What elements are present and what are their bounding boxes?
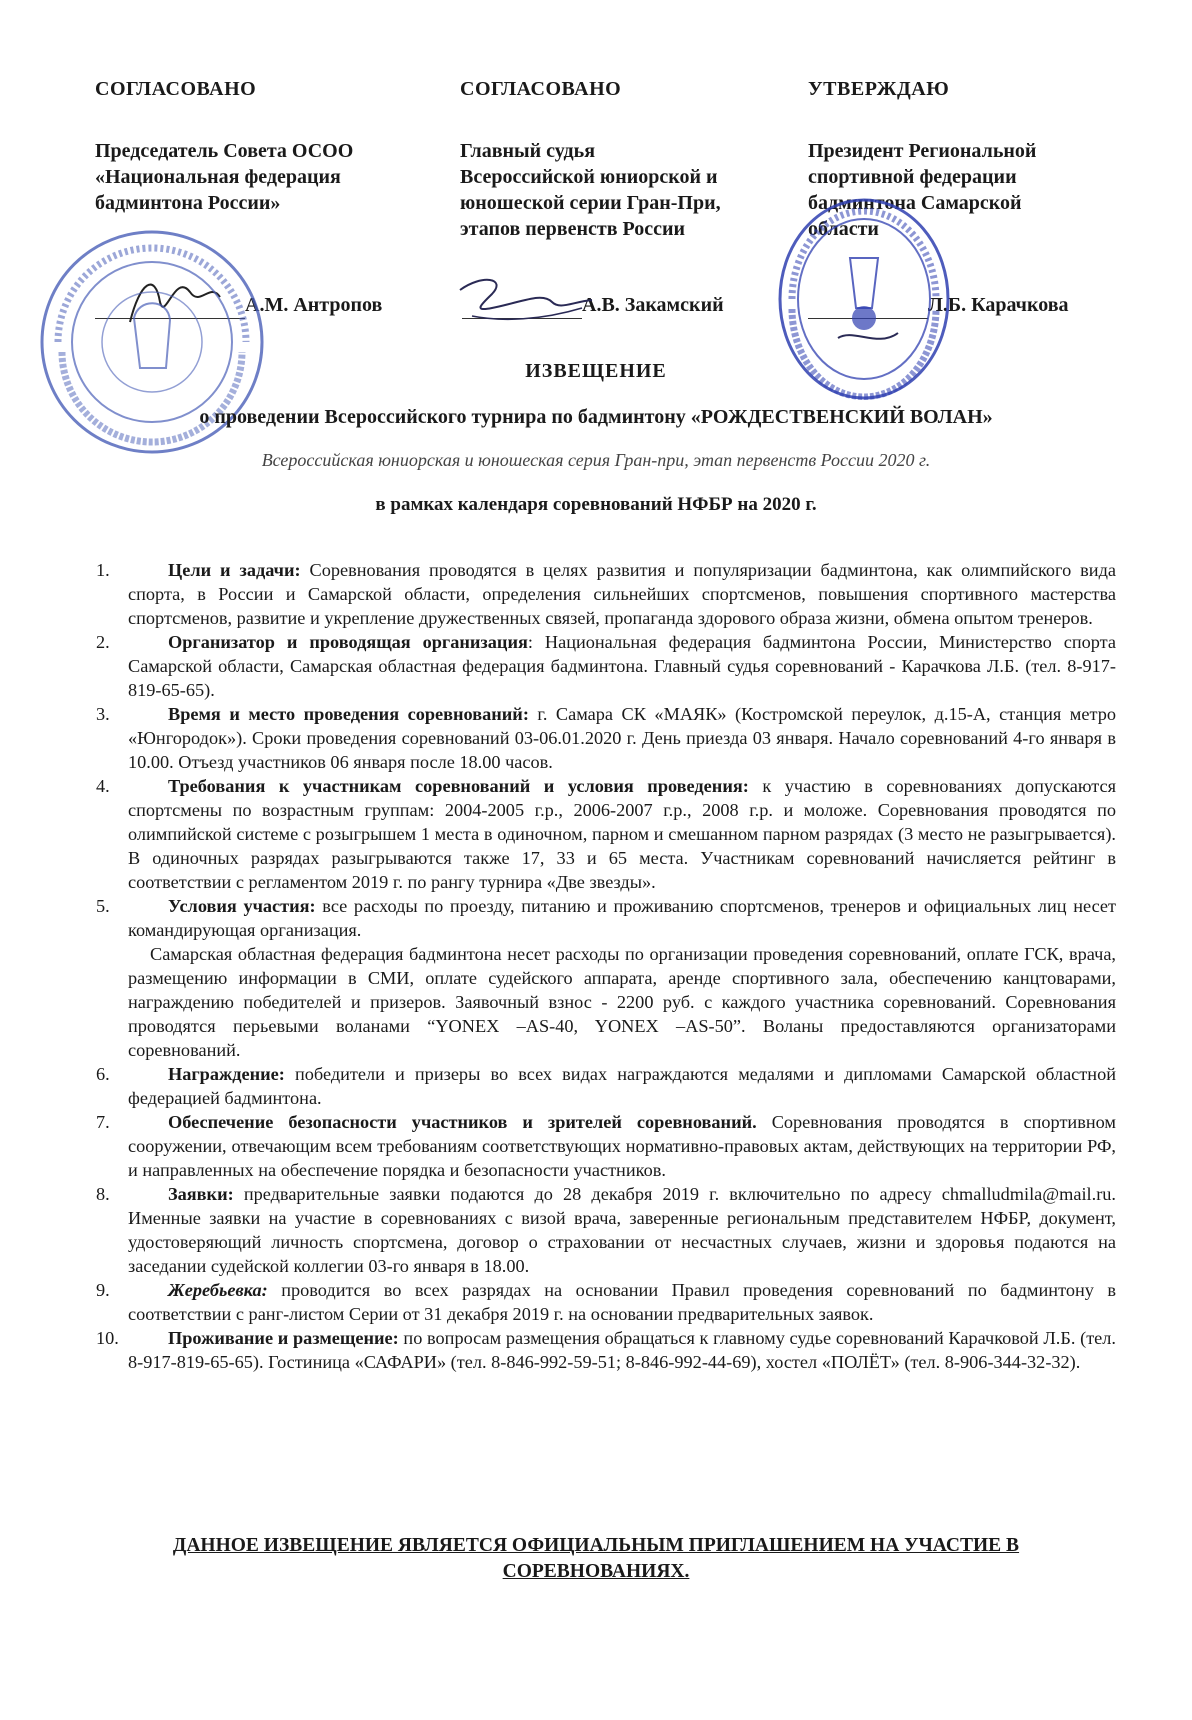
section-item bbox=[96, 702, 1116, 774]
section-subparagraph: Самарская областная федерация бадминтона несет расходы по организации проведения соревнований, оплате ГСК, врача, размещению информации в СМИ, оплате судейского аппарата, аренде спортивного зала, обеспечению канцтоварами, награждению победителей и призеров. Заявочный взнос - 2200 руб. с каждого участника соревнований. Соревнования проводятся перьевыми воланами “YONEX –AS-40, YONEX –AS-50”. Воланы предоставляются организаторами соревнований. bbox=[128, 944, 1116, 1060]
closing-line: ДАННОЕ ИЗВЕЩЕНИЕ ЯВЛЯЕТСЯ ОФИЦИАЛЬНЫМ ПРИГЛАШЕНИЕМ НА УЧАСТИЕ В bbox=[172, 1535, 1020, 1556]
position-line: юношеской серии Гран-При, bbox=[460, 192, 721, 214]
section-label: Время и место проведения соревнований: bbox=[168, 704, 529, 724]
section-number: 4. bbox=[96, 776, 110, 796]
calendar-subtitle: в рамках календаря соревнований НФБР на 2020 г. bbox=[375, 494, 817, 515]
section-item bbox=[96, 774, 1116, 894]
approval-block-2 bbox=[460, 76, 800, 242]
position-line: бадминтона Самарской bbox=[808, 192, 1022, 214]
section-text: Соревнования проводятся в спортивном сооружении, отвечающим всем требованиям соответствующих нормативно-правовых актам, действующих на территории РФ, и направленных на обеспечение порядка и безопасности участников. bbox=[128, 1112, 1116, 1180]
position-line: Президент Региональной bbox=[808, 140, 1037, 162]
section-number: 2. bbox=[96, 632, 110, 652]
position-line: области bbox=[808, 218, 879, 240]
approval-heading: УТВЕРЖДАЮ bbox=[808, 78, 950, 100]
closing-line: СОРЕВНОВАНИЯХ. bbox=[502, 1561, 690, 1582]
closing-statement bbox=[0, 1533, 1192, 1585]
section-label: Условия участия: bbox=[168, 896, 316, 916]
section-text: г. Самара СК «МАЯК» (Костромской переулок, д.15-А, станция метро «Юнгородок»). Сроки проведения соревнований 03-06.01.2020 г. День приезда 03 января. Начало соревнований 4-го января в 10.00. Отъезд участников 06 января после 18.00 часов. bbox=[128, 704, 1116, 772]
section-text: проводится во всех разрядах на основании Правил проведения соревнований по бадминтону в соответствии с ранг-листом Серии от 31 декабря 2019 г. на основании предварительных заявок. bbox=[128, 1280, 1116, 1324]
position-line: Главный судья bbox=[460, 140, 596, 162]
section-label: Организатор и проводящая организация bbox=[168, 632, 528, 652]
section-number: 9. bbox=[96, 1280, 110, 1300]
section-item bbox=[96, 1326, 1116, 1374]
section-item bbox=[96, 558, 1116, 630]
section-item bbox=[96, 1182, 1116, 1278]
approval-heading: СОГЛАСОВАНО bbox=[95, 78, 257, 100]
section-text: : Национальная федерация бадминтона России, Министерство спорта Самарской области, Самарская областная федерация бадминтона. Главный судья соревнований - Карачкова Л.Б. (тел. 8-917-819-65-65). bbox=[128, 632, 1116, 700]
section-text: предварительные заявки подаются до 28 декабря 2019 г. включительно по адресу chmalludmila@mail.ru. Именные заявки на участие в соревнованиях с визой врача, заверенные региональным представителем НФБР, документ, удостоверяющий личность спортсмена, договор о страховании от несчастных случаев, жизни и здоровья подаются на заседании судейской коллегии 03-го января в 18.00. bbox=[128, 1184, 1116, 1276]
section-item bbox=[96, 894, 1116, 1062]
section-text: победители и призеры во всех видах награждаются медалями и дипломами Самарской областной федерацией бадминтона. bbox=[128, 1064, 1116, 1108]
section-label: Обеспечение безопасности участников и зрителей соревнований. bbox=[168, 1112, 757, 1132]
position-line: этапов первенств России bbox=[460, 218, 686, 240]
approval-heading: СОГЛАСОВАНО bbox=[460, 78, 622, 100]
section-number: 5. bbox=[96, 896, 110, 916]
position-line: бадминтона России» bbox=[95, 192, 281, 214]
approval-position bbox=[95, 138, 435, 216]
section-item bbox=[96, 1110, 1116, 1182]
section-label: Жеребьевка: bbox=[168, 1280, 268, 1300]
notice-title: ИЗВЕЩЕНИЕ bbox=[525, 360, 667, 382]
section-text: Соревнования проводятся в целях развития и популяризации бадминтона, как олимпийского вида спорта, в России и Самарской области, определения сильнейших спортсменов, повышения спортивного мастерства спортсменов, развитие и укрепление дружественных связей, пропаганда здорового образа жизни, обмена опытом тренеров. bbox=[128, 560, 1116, 628]
approval-position bbox=[460, 138, 800, 242]
tournament-title: о проведении Всероссийского турнира по бадминтону «РОЖДЕСТВЕНСКИЙ ВОЛАН» bbox=[199, 406, 993, 428]
section-item bbox=[96, 1062, 1116, 1110]
position-line: Председатель Совета ОСОО bbox=[95, 140, 354, 162]
approval-block-1 bbox=[95, 76, 435, 216]
section-number: 10. bbox=[96, 1328, 119, 1348]
signatory-name: А.М. Антропов bbox=[245, 294, 383, 316]
section-number: 8. bbox=[96, 1184, 110, 1204]
section-label: Награждение: bbox=[168, 1064, 285, 1084]
signatory-name: Л.Б. Карачкова bbox=[928, 294, 1069, 316]
section-label: Проживание и размещение: bbox=[168, 1328, 399, 1348]
section-number: 6. bbox=[96, 1064, 110, 1084]
section-number: 1. bbox=[96, 560, 110, 580]
section-number: 3. bbox=[96, 704, 110, 724]
section-text: к участию в соревнованиях допускаются спортсмены по возрастным группам: 2004-2005 г.р., 2006-2007 г.р., 2008 г.р. и моложе. Соревнования проводятся по олимпийской системе с розыгрышем 1 места в одиночном, парном и смешанном парном разрядах (3 место не разыгрывается). В одиночных разрядах разыгрываются также 17, 33 и 65 места. Участникам соревнований начисляется рейтинг в соответствии с регламентом 2019 г. по рангу турнира «Две звезды». bbox=[128, 776, 1116, 892]
section-number: 7. bbox=[96, 1112, 110, 1132]
section-label: Заявки: bbox=[168, 1184, 234, 1204]
position-line: Всероссийской юниорской и bbox=[460, 166, 718, 188]
series-subtitle: Всероссийская юниорская и юношеская серия Гран-при, этап первенств России 2020 г. bbox=[261, 450, 931, 470]
section-text: по вопросам размещения обращаться к главному судье соревнований Карачковой Л.Б. (тел. 8-917-819-65-65). Гостиница «САФАРИ» (тел. 8-846-992-59-51; 8-846-992-44-69), хостел «ПОЛЁТ» (тел. 8-906-344-32-32). bbox=[128, 1328, 1116, 1372]
section-label: Цели и задачи: bbox=[168, 560, 301, 580]
position-line: «Национальная федерация bbox=[95, 166, 341, 188]
signatory-name: А.В. Закамский bbox=[582, 294, 724, 316]
sections-list bbox=[96, 558, 1116, 1374]
position-line: спортивной федерации bbox=[808, 166, 1017, 188]
section-label: Требования к участникам соревнований и условия проведения: bbox=[168, 776, 749, 796]
section-item bbox=[96, 1278, 1116, 1326]
section-item bbox=[96, 630, 1116, 702]
handwritten-signature bbox=[452, 272, 602, 332]
section-text: все расходы по проезду, питанию и проживанию спортсменов, тренеров и официальных лиц несет командирующая организация. bbox=[128, 896, 1117, 940]
